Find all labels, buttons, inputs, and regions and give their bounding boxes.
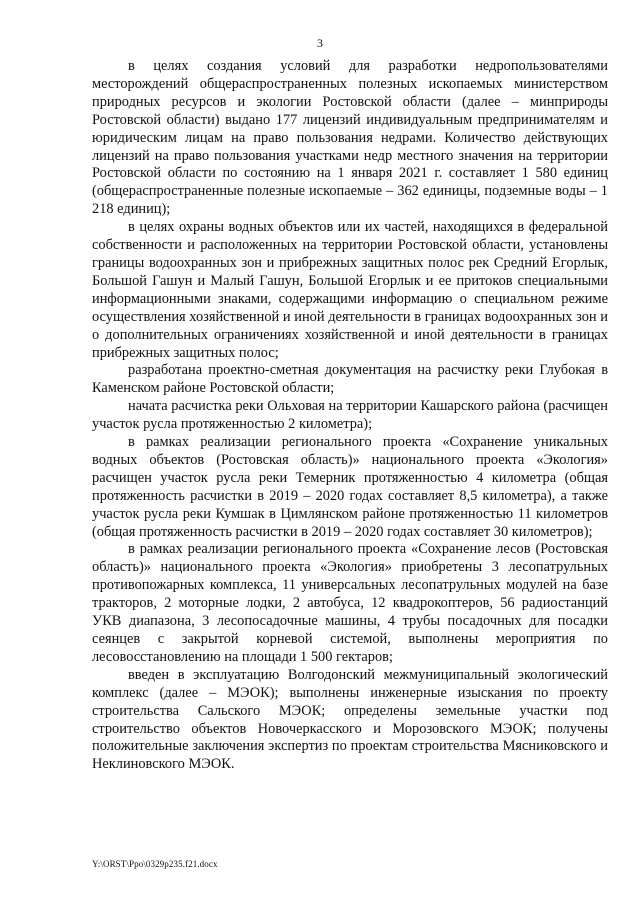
footer-file-path: Y:\ORST\Ppo\0329p235.f21.docx: [92, 859, 218, 869]
document-body: [92, 58, 608, 774]
paragraph-licenses: в целях создания условий для разработки недропользователями месторождений общераспространенных полезных ископаемых министерством природных ресурсов и экологии Ростовской области (далее – минприроды Ростовской области) выдано 177 лицензий индивидуальным предпринимателям и юридическим лицам на право пользования недрами. Количество действующих лицензий на право пользования участками недр местного значения на территории Ростовской области по состоянию на 1 января 2021 г. составляет 1 580 единиц (общераспространенные полезные ископаемые – 362 единицы, подземные воды – 1 218 единиц);: [92, 58, 608, 218]
paragraph-olkhovaya-river: начата расчистка реки Ольховая на территории Кашарского района (расчищен участок русла протяженностью 2 километра);: [92, 398, 608, 433]
paragraph-glubokaya-river: разработана проектно-сметная документация на расчистку реки Глубокая в Каменском районе Ростовской области;: [92, 362, 608, 397]
paragraph-unique-water-objects: в рамках реализации регионального проекта «Сохранение уникальных водных объектов (Ростовская область)» национального проекта «Экология» расчищен участок русла реки Темерник протяженностью 4 километра (общая протяженность расчистки в 2019 – 2020 годах составляет 8,5 километра), а также участок русла реки Кумшак в Цимлянском районе протяженностью 11 километров (общая протяженность расчистки в 2019 – 2020 годах составляет 30 километров);: [92, 434, 608, 540]
paragraph-forest-preservation: в рамках реализации регионального проекта «Сохранение лесов (Ростовская область)» национального проекта «Экология» приобретены 3 лесопатрульных противопожарных комплекса, 11 универсальных лесопатрульных модулей на базе тракторов, 2 моторные лодки, 2 автобуса, 12 квадрокоптеров, 56 радиостанций УКВ диапазона, 3 лесопосадочные машины, 4 трубы посадочных для посадки сеянцев с закрытой корневой системой, выполнены мероприятия по лесовосстановлению на площади 1 500 гектаров;: [92, 541, 608, 665]
page-number: 3: [317, 36, 323, 50]
paragraph-water-protection-zones: в целях охраны водных объектов или их частей, находящихся в федеральной собственности и расположенных на территории Ростовской области, установлены границы водоохранных зон и прибрежных защитных полос рек Средний Егорлык, Большой Гашун и Малый Гашун, Большой Егорлык и ее притоков специальными информационными знаками, содержащими информацию о специальном режиме осуществления хозяйственной и иной деятельности в границах водоохранных зон и о дополнительных ограничениях хозяйственной и иной деятельности в границах прибрежных защитных полос;: [92, 219, 608, 361]
paragraph-ecological-complex: введен в эксплуатацию Волгодонский межмуниципальный экологический комплекс (далее – МЭОК); выполнены инженерные изыскания по проекту строительства Сальского МЭОК; определены земельные участки под строительство объектов Новочеркасского и Морозовского МЭОК; получены положительные заключения экспертиз по проектам строительства Мясниковского и Неклиновского МЭОК.: [92, 666, 608, 773]
